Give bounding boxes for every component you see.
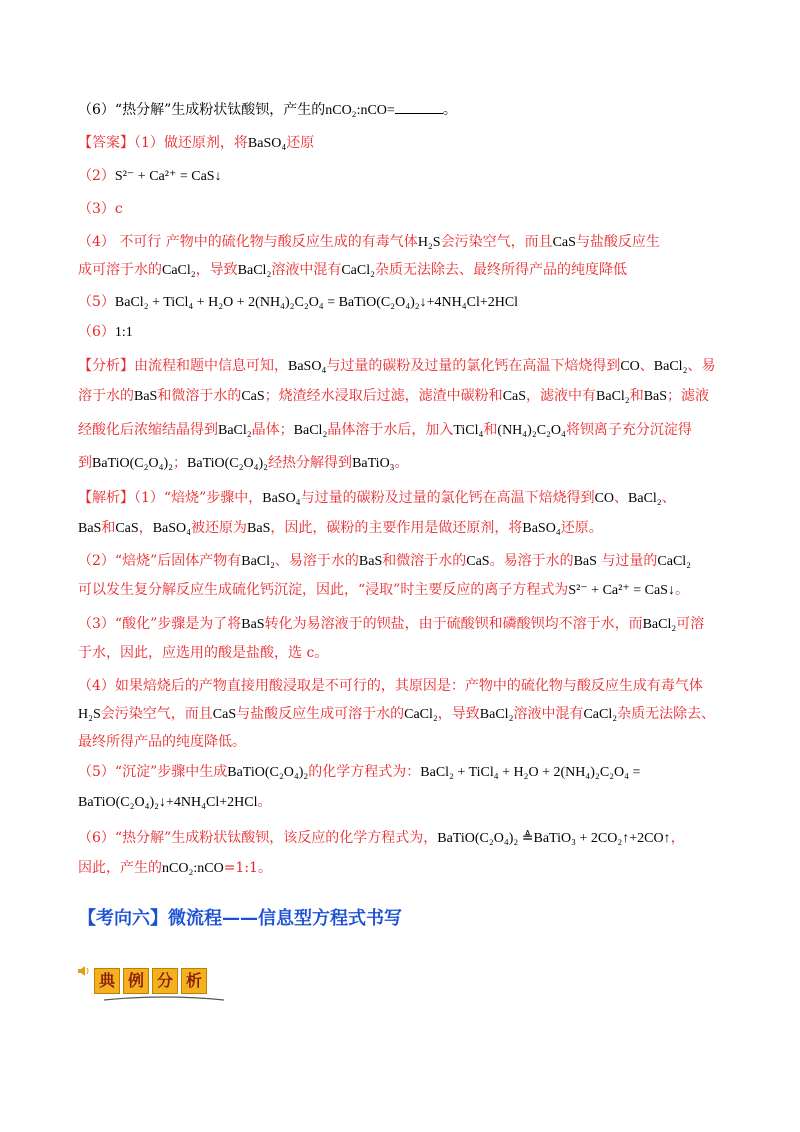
text-segment: CaS xyxy=(552,235,576,250)
text-segment: ；滤液 xyxy=(667,388,710,404)
text-segment: 将钡离子充分沉淀得 xyxy=(565,422,692,438)
text-line xyxy=(78,199,123,219)
text-segment: 经热分解得到 xyxy=(268,455,353,471)
text-line xyxy=(78,676,703,696)
text-segment: BaCl₂ xyxy=(293,423,328,438)
text-segment: 经酸化后浓缩结晶得到 xyxy=(78,422,218,438)
text-segment: ，滤液中有 xyxy=(526,388,597,404)
text-segment: BaCl₂ xyxy=(642,617,677,632)
text-line xyxy=(78,614,704,635)
text-segment: 到 xyxy=(78,455,92,471)
text-segment: ， xyxy=(670,830,685,846)
text-segment: ，导致 xyxy=(437,706,480,722)
text-segment: 可溶 xyxy=(676,616,705,632)
text-segment: 因此，产生的 xyxy=(78,860,162,876)
speaker-icon xyxy=(78,966,90,976)
text-segment: BaSO₄ xyxy=(152,521,192,536)
text-segment: TiCl₄ xyxy=(453,423,484,438)
text-segment: BaS xyxy=(573,554,597,569)
text-segment: ，因此，碳粉的主要作用是做还原剂，将 xyxy=(270,520,523,536)
text-segment: （4）如果焙烧后的产物直接用酸浸取是不可行的，其原因是：产物中的硫化物与酸反应生成有毒气体 xyxy=(78,678,703,694)
text-segment: BaCl₂ xyxy=(479,707,514,722)
text-segment: ， xyxy=(138,520,153,536)
text-segment: CaS xyxy=(241,389,265,404)
text-segment: CO xyxy=(594,491,615,506)
text-segment: 会污染空气，而且 xyxy=(440,234,553,250)
text-segment: 溶液中混有 xyxy=(271,262,342,278)
text-segment: 。 xyxy=(394,455,409,471)
text-line xyxy=(78,322,133,343)
text-segment: BaS xyxy=(241,617,265,632)
text-line xyxy=(78,643,328,663)
text-segment: 于水，因此，应选用的酸是盐酸，选 c。 xyxy=(78,645,329,661)
text-segment: n xyxy=(325,103,333,118)
text-segment: 与过量的碳粉及过量的氯化钙在高温下焙烧得到 xyxy=(326,358,621,374)
text-segment: 。 xyxy=(674,582,689,598)
text-segment: S²⁻ + Ca²⁺ = CaS↓ xyxy=(114,169,222,184)
text-segment: CO xyxy=(367,103,387,118)
text-segment: 与过量的碳粉及过量的氯化钙在高温下焙烧得到 xyxy=(300,490,595,506)
text-segment: BaCl₂ + TiCl₄ + H₂O + 2(NH₄)₂C₂O₄ = xyxy=(420,765,641,780)
text-segment: BaCl₂ xyxy=(241,554,275,569)
text-line xyxy=(78,232,660,253)
text-line xyxy=(78,858,272,879)
text-segment: BaS xyxy=(134,389,158,404)
text-segment: BaS xyxy=(643,389,668,404)
text-line xyxy=(78,704,715,725)
text-segment: CaCl₂ xyxy=(341,263,376,278)
section-heading: 【考向六】微流程——信息型方程式书写 xyxy=(78,908,402,929)
text-segment: CaCl₂ xyxy=(162,263,196,278)
text-line xyxy=(78,386,709,407)
text-line xyxy=(78,260,627,281)
text-segment: （5） xyxy=(78,294,115,310)
text-segment: 溶于水的 xyxy=(78,388,134,404)
text-segment: 和微溶于水的 xyxy=(382,553,467,569)
text-segment: 与盐酸反应生成可溶于水的 xyxy=(236,706,405,722)
text-segment: 和 xyxy=(483,422,498,438)
text-segment: 、易溶于水的 xyxy=(274,553,359,569)
text-segment: BaTiO(C₂O₄)₂↓+4NH₄Cl+2HCl xyxy=(78,795,258,810)
text-segment: S²⁻ + Ca²⁺ = CaS↓ xyxy=(568,583,675,598)
text-line xyxy=(78,488,676,509)
text-segment: BaCl₂ xyxy=(596,389,630,404)
text-line xyxy=(78,133,314,154)
text-line xyxy=(78,762,640,783)
badge-char: 典 xyxy=(94,968,120,994)
answer-blank xyxy=(395,101,443,114)
text-segment: 、 xyxy=(614,490,629,506)
text-segment: =1:1 xyxy=(223,860,258,876)
text-line xyxy=(78,356,715,377)
text-segment: （6） xyxy=(78,324,115,340)
text-segment: CaCl₂ xyxy=(657,554,692,569)
text-segment: H₂S xyxy=(417,235,441,250)
text-segment: 杂质无法除去、最终所得产品的纯度降低 xyxy=(375,262,628,278)
text-segment: BaTiO₃ xyxy=(352,456,395,471)
text-segment: （6）“热分解”生成粉状钛酸钡，产生的 xyxy=(78,102,326,118)
text-segment: 和 xyxy=(629,388,644,404)
text-line xyxy=(78,166,222,187)
text-segment: (NH₄)₂C₂O₄ xyxy=(497,423,566,438)
text-segment: 最终所得产品的纯度降低。 xyxy=(78,734,246,750)
text-segment: :n xyxy=(193,861,205,876)
text-segment: 。 xyxy=(257,860,272,876)
badge-char: 例 xyxy=(123,968,149,994)
text-segment: :n xyxy=(356,103,368,118)
text-segment: BaTiO(C₂O₄)₂ xyxy=(227,765,309,780)
text-segment: （5）“沉淀”步骤中生成 xyxy=(78,764,228,780)
text-segment: BaS xyxy=(247,521,271,536)
text-segment: BaCl₂ xyxy=(653,359,688,374)
text-line xyxy=(78,453,409,474)
text-segment: BaTiO(C₂O₄)₂ xyxy=(92,456,174,471)
text-segment: 。 xyxy=(257,794,272,810)
text-segment: （2）“焙烧”后固体产物有 xyxy=(78,553,242,569)
text-segment: CO₂ xyxy=(169,861,194,876)
text-segment: n xyxy=(162,861,169,876)
text-line xyxy=(78,792,271,813)
text-segment: CO xyxy=(204,861,224,876)
text-segment: BaCl₂ xyxy=(237,263,272,278)
text-segment: BaSO₄ xyxy=(262,491,301,506)
text-segment: CO xyxy=(620,359,640,374)
text-segment: 【分析】由流程和题中信息可知， xyxy=(78,358,288,374)
text-segment: （3）“酸化”步骤是为了将 xyxy=(78,616,242,632)
text-segment: 【答案】（1）做还原剂，将 xyxy=(78,135,248,151)
text-segment: 溶液中混有 xyxy=(513,706,584,722)
text-segment: 和 xyxy=(101,520,116,536)
text-segment: BaSO₄ xyxy=(288,359,327,374)
badge-characters xyxy=(94,968,210,994)
text-segment: ；烧渣经水浸取后过滤，滤渣中碳粉和 xyxy=(264,388,503,404)
text-segment: 成可溶于水的 xyxy=(78,262,162,278)
text-line xyxy=(78,292,518,313)
text-segment: BaS xyxy=(78,521,102,536)
text-segment: CaCl₂ xyxy=(404,707,438,722)
text-segment: 被还原为 xyxy=(191,520,248,536)
text-segment: CaS xyxy=(502,389,527,404)
text-line xyxy=(78,420,692,441)
badge-char: 析 xyxy=(181,968,207,994)
text-segment: 还原。 xyxy=(560,520,603,536)
text-segment: 转化为易溶液于的钡盐，由于硫酸钡和磷酸钡均不溶于水，而 xyxy=(264,616,643,632)
text-segment: （4） 不可行 产物中的硫化物与酸反应生成的有毒气体 xyxy=(78,234,418,250)
text-segment: 、易 xyxy=(687,358,716,374)
text-segment: 可以发生复分解反应生成硫化钙沉淀，因此，“浸取”时主要反应的离子方程式为 xyxy=(78,582,569,598)
text-segment: CaS xyxy=(115,521,139,536)
text-segment: ，导致 xyxy=(195,262,238,278)
text-segment: 还原 xyxy=(286,135,315,151)
text-segment: 。 xyxy=(442,102,457,118)
text-segment: CaCl₂ xyxy=(583,707,618,722)
text-segment: CO₂ xyxy=(332,103,357,118)
text-segment: BaSO₄ xyxy=(522,521,561,536)
text-line xyxy=(78,100,457,121)
example-analysis-badge xyxy=(78,966,210,996)
text-line xyxy=(78,551,691,572)
text-segment: 1:1 xyxy=(114,325,133,340)
text-segment: BaCl₂ xyxy=(628,491,662,506)
text-segment: 的化学方程式为： xyxy=(308,764,421,780)
text-segment: BaTiO(C₂O₄)₂ xyxy=(187,456,269,471)
text-segment: 、 xyxy=(639,358,654,374)
text-segment: 晶体； xyxy=(251,422,294,438)
text-segment: BaCl₂ + TiCl₄ + H₂O + 2(NH₄)₂C₂O₄ = BaTiO(C₂O₄)₂↓+4NH₄Cl+2HCl xyxy=(114,295,519,310)
text-segment: （3）c xyxy=(78,201,123,217)
text-segment: 会污染空气，而且 xyxy=(100,706,213,722)
text-segment: BaCl₂ xyxy=(218,423,252,438)
text-segment: （2） xyxy=(78,168,115,184)
text-line xyxy=(78,580,689,601)
text-segment: 和微溶于水的 xyxy=(157,388,242,404)
badge-char: 分 xyxy=(152,968,178,994)
text-segment: 晶体溶于水后，加入 xyxy=(327,422,454,438)
text-segment: 与过量的 xyxy=(596,553,658,569)
text-segment: H₂S xyxy=(78,707,101,722)
text-line xyxy=(78,518,603,539)
text-segment: 与盐酸反应生 xyxy=(575,234,660,250)
text-segment: BaS xyxy=(358,554,383,569)
text-segment: CaS xyxy=(212,707,237,722)
text-segment: ； xyxy=(173,455,188,471)
text-segment: CaS xyxy=(466,554,490,569)
badge-underline-swoosh xyxy=(104,994,224,1002)
text-segment: （6）“热分解”生成粉状钛酸钡，该反应的化学方程式为， xyxy=(78,830,438,846)
text-segment: BaTiO(C₂O₄)₂ ≜BaTiO₃ + 2CO₂↑+2CO↑ xyxy=(437,831,671,846)
text-segment: BaSO₄ xyxy=(247,136,287,151)
text-segment: 杂质无法除去、 xyxy=(617,706,716,722)
text-line xyxy=(78,828,685,849)
text-segment: 、 xyxy=(661,490,676,506)
text-line xyxy=(78,732,246,752)
text-segment: 。易溶于水的 xyxy=(489,553,574,569)
text-segment: 【解析】（1）“焙烧”步骤中， xyxy=(78,490,263,506)
text-segment: = xyxy=(386,103,395,118)
